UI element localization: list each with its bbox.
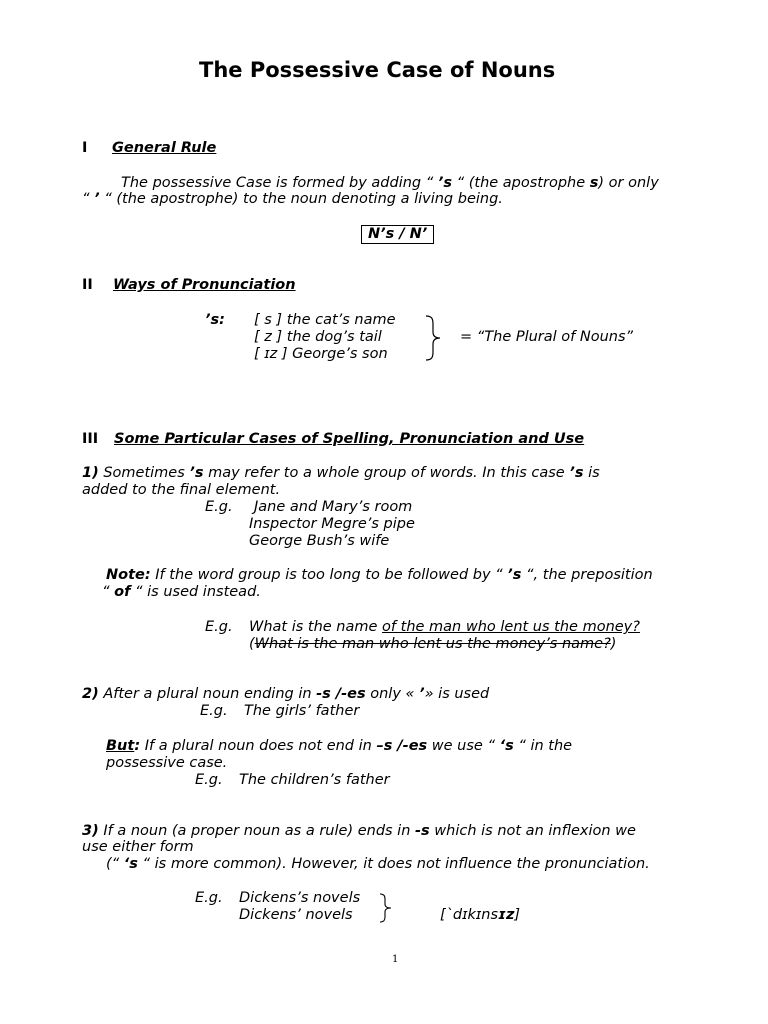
but-label: But (106, 738, 135, 754)
section-3-number: III (82, 431, 99, 447)
case-1-number: 1) (82, 465, 99, 481)
apostrophe-s: ‘s (123, 856, 138, 872)
page-title: The Possessive Case of Nouns (199, 58, 556, 82)
case-3-pronunciation (440, 907, 520, 923)
case-3-example-2: Dickens’ novels (239, 907, 353, 923)
suffix-s: -s (415, 823, 430, 839)
case-1-example-3: George Bush’s wife (249, 533, 390, 549)
text-span: only « (365, 686, 420, 702)
struck-phrase: What is the man who lent us the money’s name? (254, 636, 611, 652)
text-span: “ is more common). However, it does not influence the pronunciation. (137, 856, 650, 872)
case-1-note-line-2 (102, 584, 261, 600)
section-1-heading: General Rule (112, 140, 217, 156)
case-3-number: 3) (82, 823, 99, 839)
case-2-number: 2) (82, 686, 99, 702)
text-span: The possessive Case is formed by adding “ (121, 175, 438, 191)
pronunciation-label: ’s: (205, 312, 225, 328)
text-span: “ (82, 191, 95, 207)
text-span: “ in the (513, 738, 573, 754)
text-span: ) or only (598, 175, 659, 191)
text-span: If the word group is too long to be followed by “ (150, 567, 508, 583)
text-span: If a plural noun does not end in (140, 738, 377, 754)
letter-s: s (589, 175, 599, 191)
case-2-example-2: The children’s father (239, 772, 390, 788)
text-span: which is not an inflexion we (429, 823, 636, 839)
apostrophe-s: ’s (437, 175, 452, 191)
text-span: ] (514, 907, 521, 923)
plural-of-nouns-equation: = “The Plural of Nouns” (460, 329, 634, 345)
case-2-eg2-label: E.g. (195, 772, 223, 788)
case-2-but-line-2: possessive case. (106, 755, 228, 771)
formula-box: N’s / N’ (361, 225, 434, 244)
text-span: is (583, 465, 600, 481)
case-3-eg-label: E.g. (195, 890, 223, 906)
colon: : (134, 738, 141, 754)
case-2-example: The girls’ father (244, 703, 360, 719)
text-span: “ (the apostrophe) to the noun denoting a living being. (99, 191, 503, 207)
preposition-of: of (114, 584, 131, 600)
curly-brace-icon (424, 314, 444, 362)
text-span: (“ (106, 856, 124, 872)
text-span: After a plural noun ending in (98, 686, 317, 702)
text-span: “ (the apostrophe (452, 175, 590, 191)
case-2-line-1 (82, 686, 489, 702)
apostrophe-s: ’s (569, 465, 584, 481)
pronunciation-row-2: [ z ] the dog’s tail (254, 329, 382, 345)
case-2-eg-label: E.g. (200, 703, 228, 719)
case-3-line-3 (106, 856, 650, 872)
text-span: may refer to a whole group of words. In this case (203, 465, 570, 481)
case-1-example-2: Inspector Megre’s pipe (249, 516, 415, 532)
case-1-line-1 (82, 465, 600, 481)
section-3-heading: Some Particular Cases of Spelling, Pronunciation and Use (114, 431, 585, 447)
apostrophe-s: ’s (189, 465, 204, 481)
general-rule-line-2 (82, 191, 503, 207)
case-1-note-line-1 (106, 567, 653, 583)
text-span: What is the name (249, 619, 383, 635)
case-1-correct-example (249, 619, 640, 635)
apostrophe-s: ‘s (499, 738, 514, 754)
section-2-number: II (82, 277, 93, 293)
case-3-line-1 (82, 823, 636, 839)
case-1-example-1: Jane and Mary’s room (254, 499, 413, 515)
text-span: “ (102, 584, 115, 600)
case-3-line-2: use either form (82, 839, 194, 855)
section-1-number: I (82, 140, 88, 156)
text-span: “ is used instead. (130, 584, 261, 600)
text-span: » is used (424, 686, 490, 702)
note-label: Note: (106, 567, 151, 583)
suffix-s-es: –s /-es (376, 738, 428, 754)
case-1-eg2-label: E.g. (205, 619, 233, 635)
apostrophe: ’ (419, 686, 425, 702)
underlined-phrase: of the man who lent us the money? (382, 619, 640, 635)
apostrophe-s: ’s (507, 567, 522, 583)
pronunciation-row-1: [ s ] the cat’s name (254, 312, 396, 328)
case-3-example-1: Dickens’s novels (239, 890, 361, 906)
case-1-eg-label: E.g. (205, 499, 233, 515)
case-1-wrong-example (249, 636, 616, 652)
text-span: [`dɪkɪns (440, 907, 499, 923)
pronunciation-row-3: [ ɪz ] George’s son (254, 346, 388, 362)
general-rule-line-1 (121, 175, 659, 191)
case-2-but-line-1 (106, 738, 572, 754)
apostrophe: ’ (94, 191, 100, 207)
iz-ending: ɪz (498, 907, 515, 923)
curly-brace-icon (378, 892, 396, 924)
text-span: “, the preposition (521, 567, 653, 583)
text-span: If a noun (a proper noun as a rule) ends in (98, 823, 416, 839)
text-span: ( (249, 636, 255, 652)
text-span: Sometimes (98, 465, 190, 481)
text-span: ) (610, 636, 617, 652)
suffix-s-es: -s /-es (316, 686, 366, 702)
text-span: we use “ (427, 738, 500, 754)
section-2-heading: Ways of Pronunciation (113, 277, 296, 293)
page-number: 1 (392, 954, 399, 965)
case-1-line-2: added to the final element. (82, 482, 281, 498)
